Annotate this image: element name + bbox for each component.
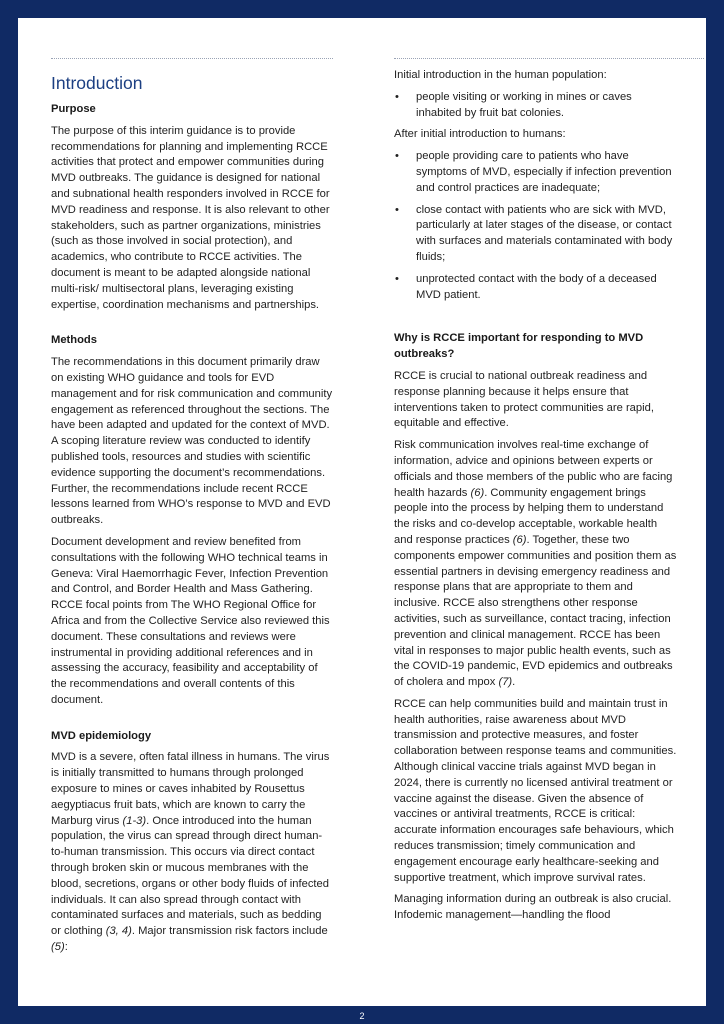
after-bullet-list [394, 149, 678, 303]
initial-intro: Initial introduction in the human population: [394, 69, 607, 81]
right-column [394, 68, 678, 930]
why-p2-ref-1: (6) [470, 486, 485, 499]
left-column [51, 68, 333, 962]
document-page [18, 18, 706, 1006]
initial-bullet-list [394, 90, 678, 122]
after-intro: After initial introduction to humans: [394, 128, 566, 141]
left-top-rule [51, 58, 333, 59]
why-p2-ref-3: (7) [498, 676, 513, 689]
why-p2-text-d: . [512, 676, 516, 689]
why-paragraph-3: RCCE can help communities build and maintain trust in health authorities, raise awareness about MVD transmission and protective measures, and foster collaboration between response teams and communities. Although clinical vaccine trials against MVD began in 2024, there is currently no licensed antiviral treatment or vaccine against the disease. Given the absence of vaccines or antiviral treatments, RCCE is critical: accurate information encourages safe behaviours, which reduces transmission; timely communication and engagement encourage early healthcare-seeking and supportive treatment, which improve survival rates. [394, 697, 677, 884]
page-number: 2 [359, 1011, 365, 1021]
purpose-paragraph: The purpose of this interim guidance is to provide recommendations for planning and implementing RCCE activities that protect and empower communities during MVD outbreaks. The guidance is designed for national and subnational health responders involved in RCCE for MVD readiness and response. It is also relevant to other stakeholders, such as partner organizations, ministries (such as those involved in social protection), and academics, who contribute to RCCE activities. The document is meant to be adapted alongside national multi-risk/ multisectoral plans, leveraging existing expertise, coordination mechanisms and partnerships. [51, 124, 330, 311]
why-paragraph-2 [394, 438, 678, 691]
epi-text-b: . Once introduced into the human population, the virus can spread through direct human-to-human transmission. This occurs via direct contact through broken skin or mucous membranes with the blood, secretions, organs or other body fluids of infected individuals. It can also spread through contact with contaminated surfaces and materials, such as bedding or clothing [51, 814, 329, 938]
list-item: • close contact with patients who are sick with MVD, particularly at later stages of the disease, or contact with surfaces and materials contaminated with body fluids; [394, 203, 678, 266]
list-item: • unprotected contact with the body of a deceased MVD patient. [394, 272, 678, 304]
why-p2-ref-2: (6) [512, 533, 527, 546]
why-p2-text-c: . Together, these two components empower communities and position them as essential partners in devising emergency readiness and response plans that are appropriate to them and inclusive. RCCE also strengthens other response activities, such as surveillance, contact tracing, infection prevention and clinical management. RCCE has been vital in responses to major public health events, such as the COVID-19 pandemic, EVD epidemics and outbreaks of cholera and mpox [394, 533, 677, 689]
epi-text-d: : [64, 941, 68, 954]
methods-heading: Methods [51, 334, 97, 347]
list-item: • people visiting or working in mines or caves inhabited by fruit bat colonies. [394, 90, 678, 122]
epi-ref-b: (3, 4) [105, 925, 132, 938]
why-paragraph-4: Managing information during an outbreak is also crucial. Infodemic management—handling the flood [394, 893, 672, 922]
why-heading: Why is RCCE important for responding to MVD outbreaks? [394, 332, 644, 361]
methods-paragraph-1: The recommendations in this document primarily draw on existing WHO guidance and tools for EVD management and for risk communication and community engagement as referenced throughout the sections. The have been adapted and updated for the context of MVD. A scoping literature review was conducted to identify published tools, resources and studies with scientific evidence supporting the document’s recommendations. Further, the recommendations include recent RCCE lessons learned from WHO’s response to MVD and EVD outbreaks. [51, 356, 333, 527]
epi-ref-c: (5) [51, 941, 65, 954]
methods-paragraph-2: Document development and review benefited from consultations with the following WHO technical teams in Geneva: Viral Haemorrhagic Fever, Infection Prevention and Control, and Border Health and Mass Gathering. RCCE focal points from The WHO Regional Office for Africa and from the Collective Service also reviewed this document. These consultations and reviews were instrumental in providing additional references and in assessing the accuracy, feasibility and acceptability of the recommendations and overall contents of this document. [51, 535, 330, 706]
list-item: • people providing care to patients who have symptoms of MVD, especially if infection prevention and control practices are inadequate; [394, 149, 678, 196]
epidemiology-paragraph [51, 750, 333, 955]
epi-text-c: . Major transmission risk factors include [131, 925, 328, 938]
section-title: Introduction [51, 73, 143, 93]
why-p2-text-a: Risk communication involves real-time exchange of information, advice and opinions between experts or officials and those members of the public who are facing health hazards [394, 439, 673, 499]
epi-ref-a: (1-3) [122, 814, 147, 827]
why-p2-text-b: . Community engagement brings people into the process by helping them to understand the risks and co-develop acceptable, workable health and response practices [394, 486, 664, 546]
epidemiology-heading: MVD epidemiology [51, 729, 152, 742]
why-paragraph-1: RCCE is crucial to national outbreak readiness and response planning because it helps ensure that interventions taken to protect communities are rapid, equitable and effective. [394, 369, 654, 430]
epi-text-a: MVD is a severe, often fatal illness in humans. The virus is initially transmitted to humans through prolonged exposure to mines or caves inhabited by Rousettus aegyptiacus fruit bats, which are known to carry the Marburg virus [51, 751, 330, 827]
purpose-heading: Purpose [51, 103, 96, 115]
right-top-rule [394, 58, 704, 59]
